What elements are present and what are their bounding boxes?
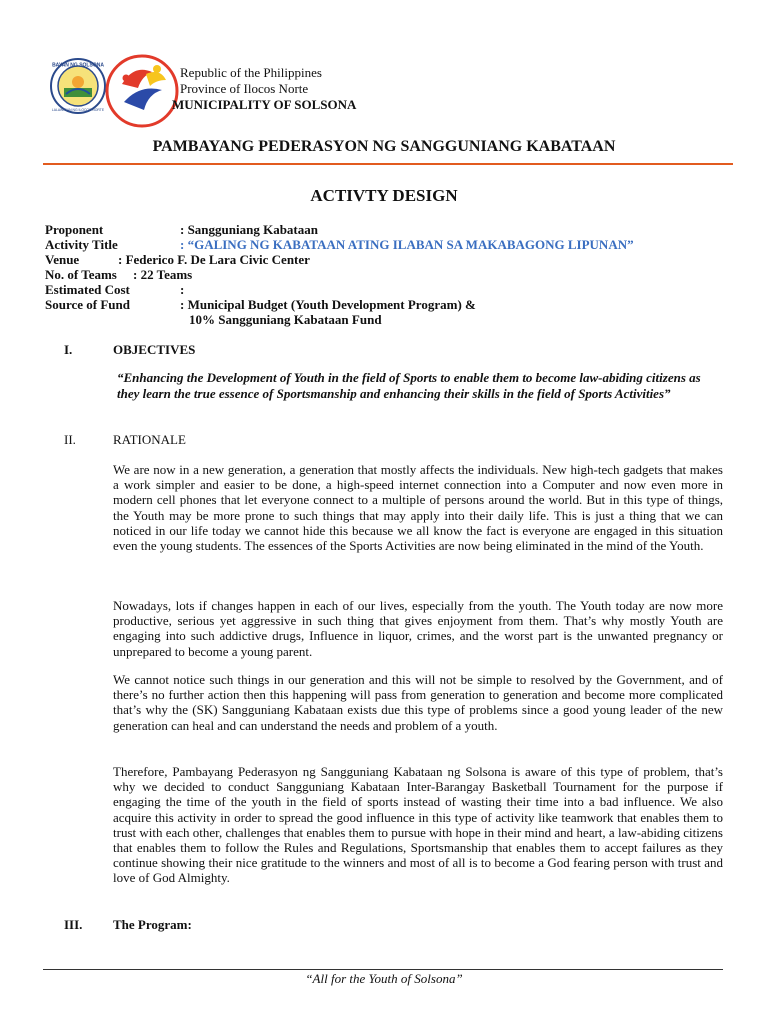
rationale-paragraph-4: Therefore, Pambayang Pederasyon ng Sangguniang Kabataan ng Solsona is aware of this type of problem, that’s why we decided to conduct Sangguniang Kabataan Inter-Barangay Basketball Tournament for the purpose if engaging the time of the youth in the field of sports instead of wasting their time into a bad influence. We also acquire this activity in order to spread the good influence in this type of activity like teamwork that enables them to trust with each other, challenges that enables them to pursue with hope in their mind and heart, a law-abiding citizens that enables them to follow the Rules and Regulations, Sportsmanship that enables them to accept failures as they continue showing their nice gratitude to the winners and most of all is to become a God fearing person with trust and love of God Almighty.: [113, 764, 723, 886]
detail-label-source-of-fund: Source of Fund: [45, 297, 130, 312]
document-title: ACTIVTY DESIGN: [310, 186, 458, 205]
detail-label-activity-title: Activity Title: [45, 237, 118, 252]
section-2-title: RATIONALE: [113, 432, 186, 447]
footer-divider: [43, 969, 723, 970]
seal-text: BAYAN NG SOLSONA: [52, 62, 104, 69]
header-province: Province of Ilocos Norte: [180, 81, 309, 96]
rationale-paragraph-3: We cannot notice such things in our generation and this will not be simple to resolved by the Government, and of there’s no further action then this happening will pass from generation to generation and become more complicated that’s why the (SK) Sangguniang Kabataan exists due this type of problems since a good young leader of the new generation can heal and can understand the needs and problem of a youth.: [113, 672, 723, 733]
section-3-title: The Program:: [113, 917, 192, 932]
section-1-title: OBJECTIVES: [113, 342, 196, 357]
detail-value-source-of-fund: : Municipal Budget (Youth Development Program) &: [180, 297, 476, 312]
header-municipality: MUNICIPALITY OF SOLSONA: [172, 97, 357, 112]
rationale-paragraph-2: Nowadays, lots if changes happen in each of our lives, especially from the youth. The Youth today are now more productive, serious yet aggressive in such thing that gives enjoyment from them. That’s why mostly Youth are engaging into such addictive drugs, Influence in liquor, crimes, and the worst part is the unwanted pregnancy or unprepared to become a young parent.: [113, 598, 723, 659]
header-divider: [43, 163, 733, 165]
detail-label-teams: No. of Teams: [45, 267, 117, 282]
detail-label-estimated-cost: Estimated Cost: [45, 282, 130, 297]
detail-value-source-of-fund-line2: 10% Sangguniang Kabataan Fund: [189, 312, 382, 327]
municipal-seal-icon: [50, 58, 106, 114]
section-2-number: II.: [64, 432, 76, 447]
sk-logo-icon: [104, 54, 180, 128]
detail-value-estimated-cost: :: [180, 282, 185, 297]
objective-text: “Enhancing the Development of Youth in the field of Sports to enable them to become law-abiding citizens as they learn the true essence of Sportsmanship and enhancing their skills in the field of Sports Activities”: [117, 370, 701, 401]
header-country: Republic of the Philippines: [180, 65, 322, 80]
detail-value-proponent: : Sangguniang Kabataan: [180, 222, 318, 237]
detail-label-proponent: Proponent: [45, 222, 104, 237]
organization-name: PAMBAYANG PEDERASYON NG SANGGUNIANG KABATAAN: [152, 138, 616, 155]
detail-value-teams: : 22 Teams: [133, 267, 193, 282]
detail-value-activity-title: : “GALING NG KABATAAN ATING ILABAN SA MAKABAGONG LIPUNAN”: [180, 237, 634, 252]
seal-subtext: LALAWIGAN NG ILOCOS NORTE: [51, 108, 105, 112]
detail-value-venue: : Federico F. De Lara Civic Center: [118, 252, 310, 267]
detail-label-venue: Venue: [45, 252, 80, 267]
footer-tagline: “All for the Youth of Solsona”: [305, 971, 463, 986]
rationale-paragraph-1: We are now in a new generation, a generation that mostly affects the individuals. New high-tech gadgets that makes a work simpler and easier to be done, a high-speed internet connection into a Computer and now even more in modern cell phones that let everyone connect to a multiple of persons around the world. But in this type of things, the Youth may be more prone to such things that may apply into their daily life. This is just a thing that we can noticed in our life today we cannot hide this because we all know the fact is everyone are engaged in this situation even the young students. The essences of the Sports Activities are now being eliminated in the mind of the Youth.: [113, 462, 723, 554]
section-1-number: I.: [64, 342, 73, 357]
section-3-number: III.: [64, 917, 83, 932]
